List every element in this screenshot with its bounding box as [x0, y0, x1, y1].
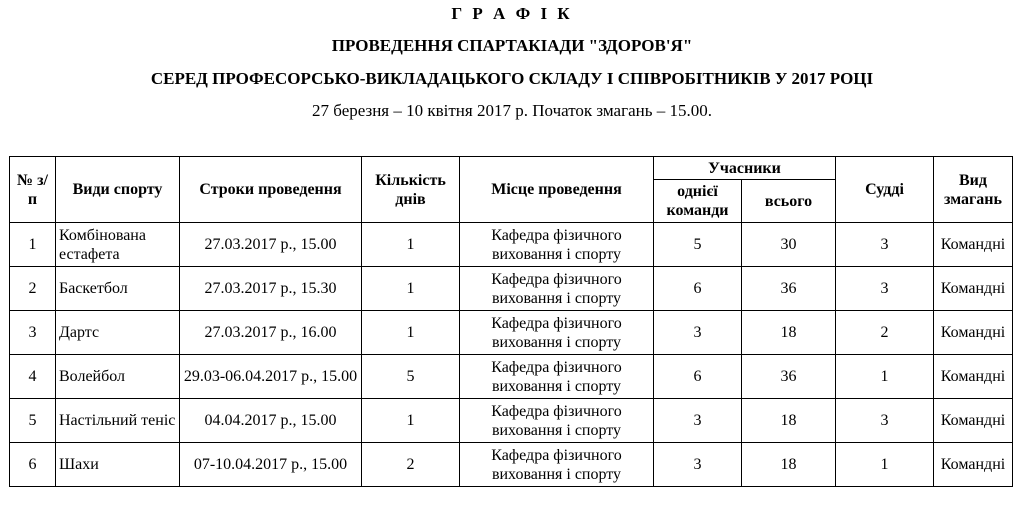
cell-num: 3	[10, 311, 56, 355]
cell-place: Кафедра фізичного виховання і спорту	[460, 399, 654, 443]
cell-sport: Шахи	[56, 443, 180, 487]
cell-days: 2	[362, 443, 460, 487]
cell-num: 1	[10, 223, 56, 267]
cell-place: Кафедра фізичного виховання і спорту	[460, 223, 654, 267]
cell-total: 18	[742, 399, 836, 443]
cell-sport: Волейбол	[56, 355, 180, 399]
header-num: № з/п	[10, 157, 56, 223]
cell-type: Командні	[934, 443, 1013, 487]
cell-type: Командні	[934, 223, 1013, 267]
cell-per-team: 5	[654, 223, 742, 267]
cell-type: Командні	[934, 267, 1013, 311]
cell-days: 1	[362, 223, 460, 267]
header-type: Вид змагань	[934, 157, 1013, 223]
header-sport: Види спорту	[56, 157, 180, 223]
cell-type: Командні	[934, 355, 1013, 399]
cell-days: 1	[362, 267, 460, 311]
header-days: Кількість днів	[362, 157, 460, 223]
table-row	[10, 355, 1013, 399]
table-row	[10, 443, 1013, 487]
table-row	[10, 223, 1013, 267]
cell-days: 5	[362, 355, 460, 399]
cell-terms: 27.03.2017 р., 15.00	[180, 223, 362, 267]
cell-sport: Комбінована естафета	[56, 223, 180, 267]
cell-type: Командні	[934, 311, 1013, 355]
cell-judges: 3	[836, 223, 934, 267]
document-subtitle-second: СЕРЕД ПРОФЕСОРСЬКО-ВИКЛАДАЦЬКОГО СКЛАДУ І СПІВРОБІТНИКІВ У 2017 РОЦІ	[150, 69, 874, 88]
document-subtitle: ПРОВЕДЕННЯ СПАРТАКІАДИ "ЗДОРОВ'Я"	[331, 36, 693, 55]
cell-sport: Дартс	[56, 311, 180, 355]
cell-per-team: 6	[654, 267, 742, 311]
header-total: всього	[742, 180, 836, 223]
cell-total: 18	[742, 311, 836, 355]
header-per-team: однієї команди	[654, 180, 742, 223]
cell-total: 36	[742, 267, 836, 311]
cell-judges: 1	[836, 443, 934, 487]
cell-terms: 27.03.2017 р., 16.00	[180, 311, 362, 355]
cell-per-team: 3	[654, 443, 742, 487]
header-place: Місце проведення	[460, 157, 654, 223]
cell-per-team: 6	[654, 355, 742, 399]
cell-num: 4	[10, 355, 56, 399]
cell-num: 5	[10, 399, 56, 443]
cell-total: 18	[742, 443, 836, 487]
cell-terms: 04.04.2017 р., 15.00	[180, 399, 362, 443]
table-row	[10, 399, 1013, 443]
cell-per-team: 3	[654, 311, 742, 355]
cell-place: Кафедра фізичного виховання і спорту	[460, 311, 654, 355]
cell-per-team: 3	[654, 399, 742, 443]
cell-place: Кафедра фізичного виховання і спорту	[460, 355, 654, 399]
schedule-table	[9, 156, 1013, 487]
table-row	[10, 267, 1013, 311]
cell-terms: 29.03-06.04.2017 р., 15.00	[180, 355, 362, 399]
cell-terms: 27.03.2017 р., 15.30	[180, 267, 362, 311]
table-header	[10, 157, 1013, 223]
cell-total: 30	[742, 223, 836, 267]
cell-type: Командні	[934, 399, 1013, 443]
cell-judges: 2	[836, 311, 934, 355]
cell-days: 1	[362, 399, 460, 443]
cell-judges: 3	[836, 399, 934, 443]
cell-judges: 3	[836, 267, 934, 311]
document-dates: 27 березня – 10 квітня 2017 р. Початок змагань – 15.00.	[312, 101, 712, 120]
cell-sport: Настільний теніс	[56, 399, 180, 443]
cell-days: 1	[362, 311, 460, 355]
header-judges: Судді	[836, 157, 934, 223]
cell-terms: 07-10.04.2017 р., 15.00	[180, 443, 362, 487]
header-participants: Учасники	[654, 157, 836, 180]
cell-num: 6	[10, 443, 56, 487]
document-title: Г Р А Ф І К	[451, 4, 573, 23]
header-terms: Строки проведення	[180, 157, 362, 223]
cell-sport: Баскетбол	[56, 267, 180, 311]
cell-judges: 1	[836, 355, 934, 399]
cell-num: 2	[10, 267, 56, 311]
table-body	[10, 223, 1013, 487]
cell-place: Кафедра фізичного виховання і спорту	[460, 267, 654, 311]
cell-total: 36	[742, 355, 836, 399]
cell-place: Кафедра фізичного виховання і спорту	[460, 443, 654, 487]
table-row	[10, 311, 1013, 355]
